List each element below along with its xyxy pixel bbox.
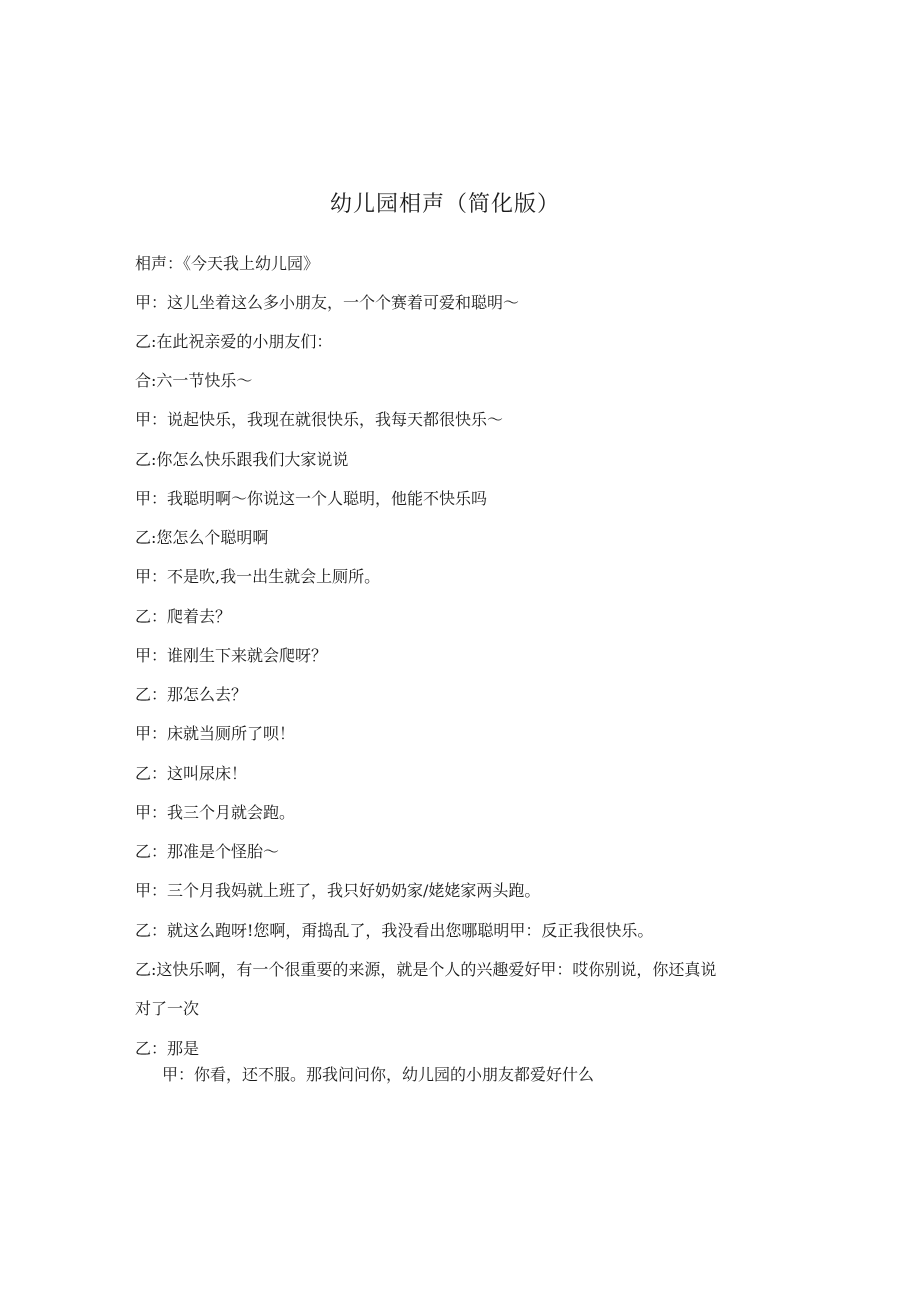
dialogue-line: 甲：我聪明啊～你说这一个人聪明，他能不快乐吗 <box>135 489 488 508</box>
dialogue-line: 合:六一节快乐～ <box>135 371 253 390</box>
dialogue-line: 甲：这儿坐着这么多小朋友，一个个赛着可爱和聪明～ <box>135 293 520 312</box>
document-title: 幼儿园相声（简化版） <box>329 192 560 217</box>
dialogue-line: 甲：说起快乐，我现在就很快乐，我每天都很快乐～ <box>135 410 504 429</box>
dialogue-line: 乙:这快乐啊，有一个很重要的来源，就是个人的兴趣爱好甲：哎你别说，你还真说 <box>135 960 717 979</box>
dialogue-line: 相声：《今天我上幼儿园》 <box>135 254 320 273</box>
dialogue-line: 甲：不是吹,我一出生就会上厕所。 <box>135 567 381 586</box>
dialogue-line: 乙：就这么跑呀!您啊，甭捣乱了，我没看出您哪聪明甲：反正我很快乐。 <box>135 921 654 940</box>
dialogue-line: 乙：爬着去？ <box>135 607 232 626</box>
dialogue-line: 对了一次 <box>135 999 200 1018</box>
dialogue-line: 乙：这叫尿床！ <box>135 764 248 783</box>
dialogue-line: 甲：我三个月就会跑。 <box>135 803 296 822</box>
dialogue-line: 乙:在此祝亲爱的小朋友们： <box>135 332 333 351</box>
dialogue-line: 甲：床就当厕所了呗！ <box>135 724 296 743</box>
dialogue-line: 乙：那是 <box>135 1039 200 1058</box>
dialogue-line: 乙:你怎么快乐跟我们大家说说 <box>135 450 349 469</box>
dialogue-line: 乙：那准是个怪胎～ <box>135 842 280 861</box>
dialogue-line: 乙：那怎么去？ <box>135 685 248 704</box>
dialogue-line: 甲：三个月我妈就上班了，我只好奶奶家/姥姥家两头跑。 <box>135 881 541 900</box>
dialogue-line: 甲：谁刚生下来就会爬呀？ <box>135 646 328 665</box>
dialogue-line: 乙:您怎么个聪明啊 <box>135 528 269 547</box>
dialogue-line: 甲：你看，还不服。那我问问你，幼儿园的小朋友都爱好什么 <box>162 1065 595 1084</box>
